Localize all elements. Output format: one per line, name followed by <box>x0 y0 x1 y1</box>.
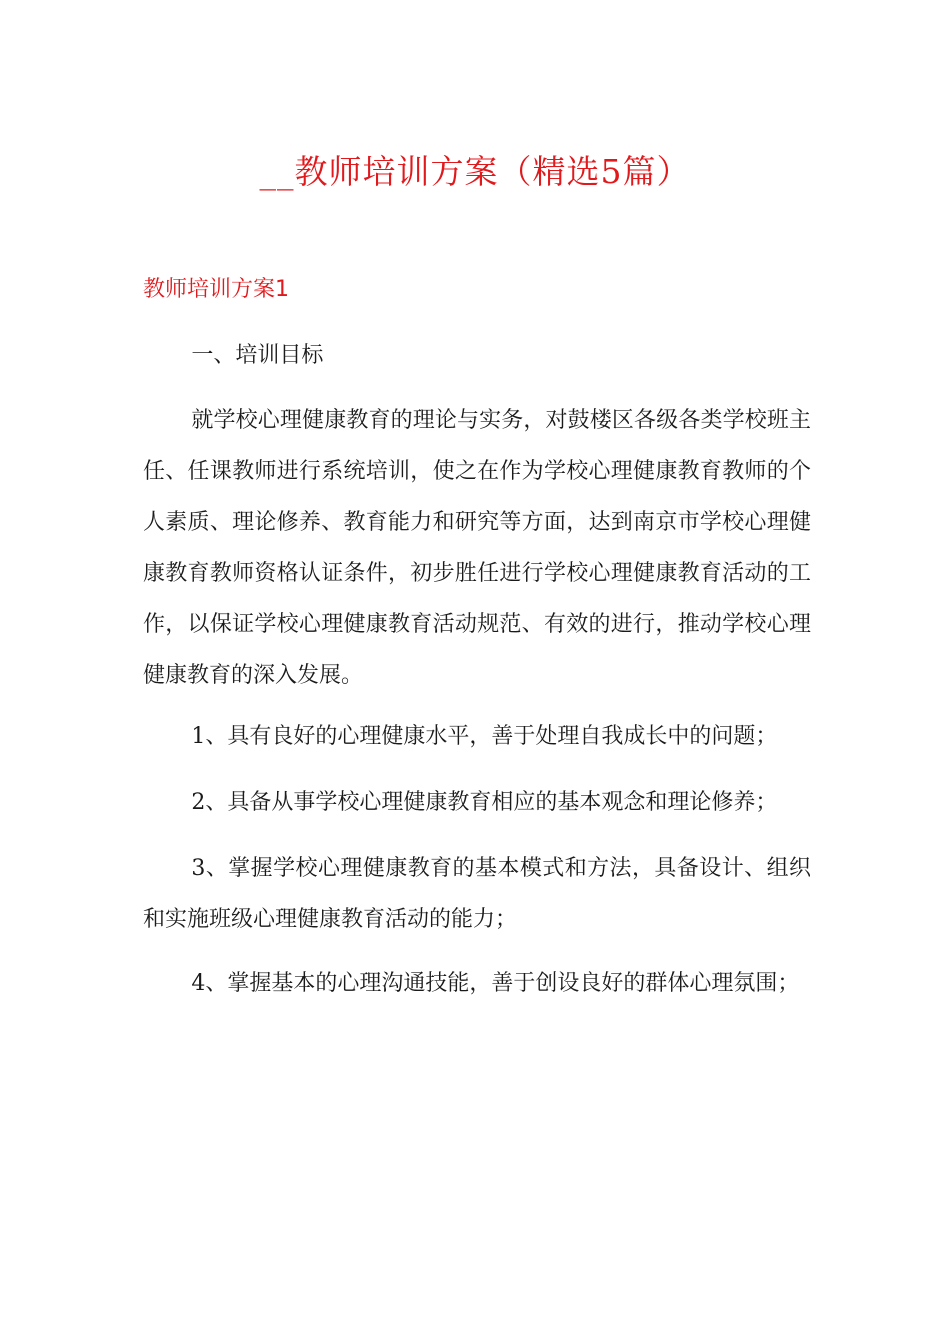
section-heading: 教师培训方案1 <box>143 277 289 302</box>
training-goal-subheading: 一、培训目标 <box>191 343 324 368</box>
goal-item-1: 1、具有良好的心理健康水平，善于处理自我成长中的问题； <box>191 724 778 749</box>
training-goal-paragraph: 就学校心理健康教育的理论与实务，对鼓楼区各级各类学校班主任、任课教师进行系统培训，使之在作为学校心理健康教育教师的个人素质、理论修养、教育能力和研究等方面，达到南京市学校心理健康教育教师资格认证条件，初步胜任进行学校心理健康教育活动的工作，以保证学校心理健康教育活动规范、有效的进行，推动学校心理健康教育的深入发展。 <box>143 408 811 688</box>
goal-item-4: 4、掌握基本的心理沟通技能，善于创设良好的群体心理氛围； <box>191 971 800 996</box>
goal-item-3: 3、掌握学校心理健康教育的基本模式和方法，具备设计、组织和实施班级心理健康教育活动的能力； <box>143 856 811 932</box>
document-title: __教师培训方案（精选5篇） <box>259 152 691 191</box>
goal-item-2: 2、具备从事学校心理健康教育相应的基本观念和理论修养； <box>191 790 778 815</box>
